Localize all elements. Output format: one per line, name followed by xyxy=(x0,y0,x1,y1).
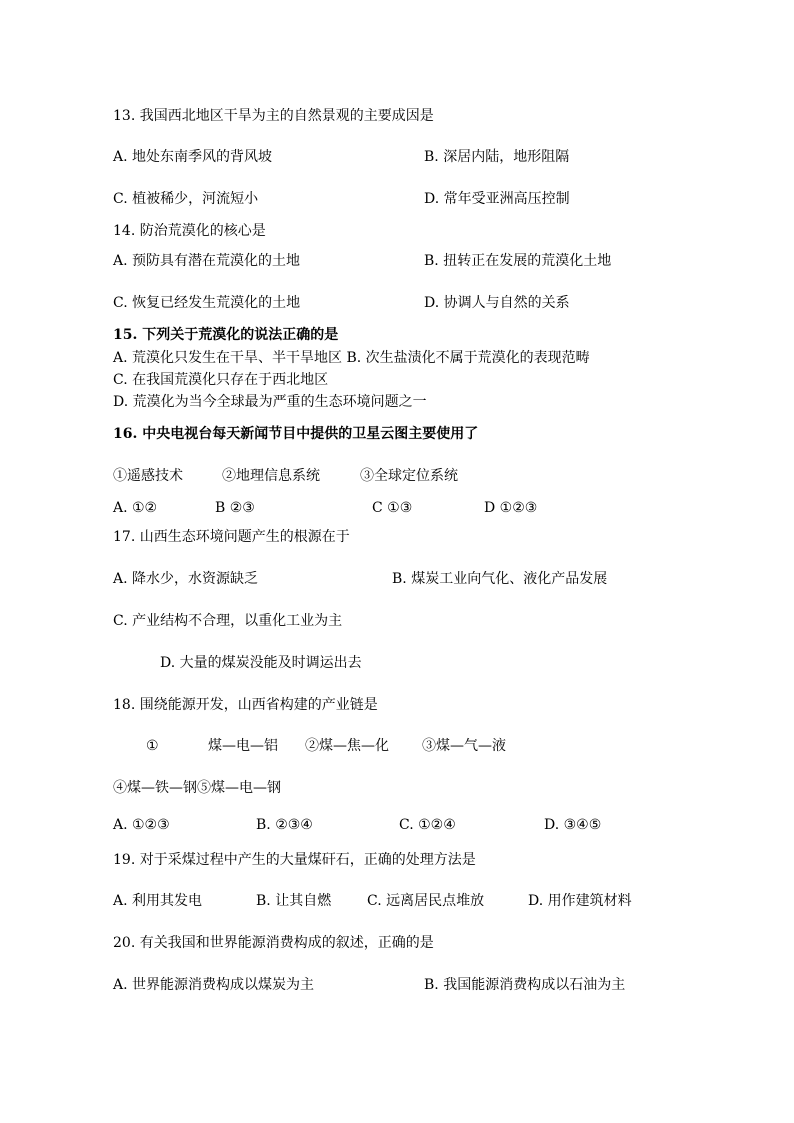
q13-option-d: D. 常年受亚洲高压控制 xyxy=(424,191,570,207)
q15-line-2: C. 在我国荒漠化只存在于西北地区 xyxy=(113,372,329,388)
q13-option-b: B. 深居内陆，地形阻隔 xyxy=(424,149,570,165)
q19-option-a: A. 利用其发电 xyxy=(113,893,203,909)
q15-line-3: D. 荒漠化为当今全球最为严重的生态环境问题之一 xyxy=(113,394,427,410)
q18-item-3: ③煤—气—液 xyxy=(422,738,506,754)
q20-stem: 20. 有关我国和世界能源消费构成的叙述，正确的是 xyxy=(113,935,434,951)
q17-stem: 17. 山西生态环境问题产生的根源在于 xyxy=(113,529,350,545)
q18-option-d: D. ③④⑤ xyxy=(544,817,602,833)
q19-option-c: C. 远离居民点堆放 xyxy=(367,893,485,909)
q19-option-b: B. 让其自燃 xyxy=(256,893,332,909)
q16-option-c: C ①③ xyxy=(372,500,413,516)
q14-option-b: B. 扭转正在发展的荒漠化土地 xyxy=(424,253,612,269)
q16-stem: 16. 中央电视台每天新闻节目中提供的卫星云图主要使用了 xyxy=(113,426,479,442)
q18-item-4-5: ④煤—铁—钢⑤煤—电—钢 xyxy=(113,780,281,796)
q16-option-b: B ②③ xyxy=(215,500,255,516)
q20-option-a: A. 世界能源消费构成以煤炭为主 xyxy=(113,977,315,993)
q13-option-c: C. 植被稀少，河流短小 xyxy=(113,191,259,207)
q18-option-c: C. ①②④ xyxy=(399,817,456,833)
q17-option-a: A. 降水少，水资源缺乏 xyxy=(113,571,259,587)
q15-line-1: A. 荒漠化只发生在干旱、半干旱地区 B. 次生盐渍化不属于荒漠化的表现范畴 xyxy=(113,350,590,366)
q16-item-3: ③全球定位系统 xyxy=(360,468,458,484)
q13-stem: 13. 我国西北地区干旱为主的自然景观的主要成因是 xyxy=(113,108,434,124)
q18-item-1-marker: ① xyxy=(146,738,159,754)
q13-option-a: A. 地处东南季风的背风坡 xyxy=(113,149,273,165)
q18-option-b: B. ②③④ xyxy=(256,817,313,833)
q18-item-2: ②煤—焦—化 xyxy=(305,738,389,754)
q17-option-d: D. 大量的煤炭没能及时调运出去 xyxy=(160,655,362,671)
q16-option-d: D ①②③ xyxy=(484,500,538,516)
q14-stem: 14. 防治荒漠化的核心是 xyxy=(113,223,266,239)
q15-stem: 15. 下列关于荒漠化的说法正确的是 xyxy=(113,327,339,343)
q16-option-a: A. ①② xyxy=(113,500,158,516)
q19-option-d: D. 用作建筑材料 xyxy=(528,893,632,909)
q18-option-a: A. ①②③ xyxy=(113,817,170,833)
q17-option-c: C. 产业结构不合理，以重化工业为主 xyxy=(113,613,343,629)
q14-option-c: C. 恢复已经发生荒漠化的土地 xyxy=(113,295,301,311)
q14-option-a: A. 预防具有潜在荒漠化的土地 xyxy=(113,253,301,269)
q18-stem: 18. 围绕能源开发，山西省构建的产业链是 xyxy=(113,697,378,713)
q18-item-1: 煤—电—铝 xyxy=(208,738,278,754)
q19-stem: 19. 对于采煤过程中产生的大量煤矸石，正确的处理方法是 xyxy=(113,852,476,868)
q20-option-b: B. 我国能源消费构成以石油为主 xyxy=(424,977,626,993)
q16-item-1: ①遥感技术 xyxy=(113,468,183,484)
q16-item-2: ②地理信息系统 xyxy=(222,468,320,484)
q14-option-d: D. 协调人与自然的关系 xyxy=(424,295,570,311)
q17-option-b: B. 煤炭工业向气化、液化产品发展 xyxy=(392,571,608,587)
